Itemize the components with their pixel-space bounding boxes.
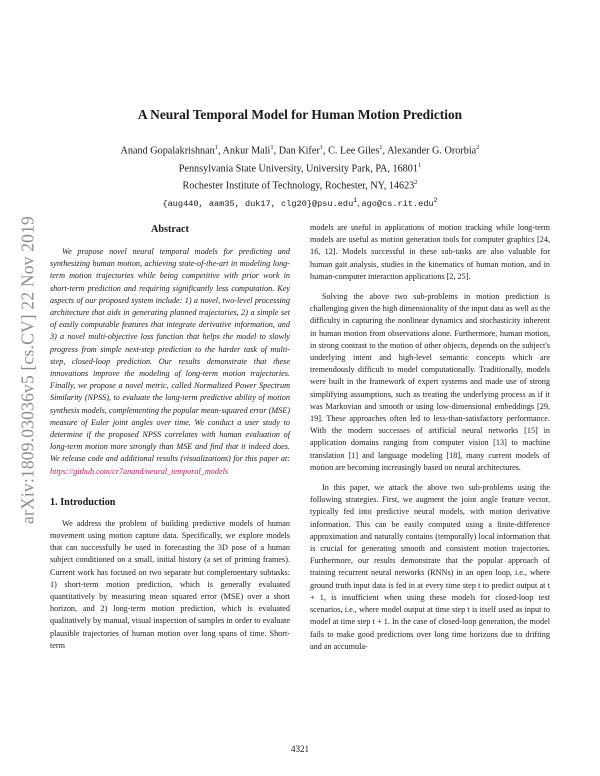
page-number: 4321 — [291, 744, 309, 754]
arxiv-identifier — [8, 170, 48, 570]
intro-paragraph: We address the problem of building predictive models of human movement using motion capture data. Specifically, we explore models that can successfully be used in forecasting the 3D pose of a human subject conditioned on a small, initial history (a set of priming frames). Current work has focused on two separate but complementary subtasks: 1) short-term motion prediction, which is generally evaluated quantitatively by measuring mean squared error (MSE) over a short horizon, and 2) long-term motion prediction, which is evaluated qualitatively by manual, visual inspection of samples in order to evaluate plausible trajectories of human motion over long spans of time. Short-term — [50, 518, 290, 650]
affiliation-mark: 2 — [433, 196, 438, 204]
body-paragraph: Solving the above two sub-problems in motion prediction is challenging given the high dimensionality of the input data as well as the difficulty in capturing the nonlinear dynamics and stochasticity inherent in human motion from observations alone. Furthermore, human motion, in strong contrast to the motion of other objects, depends on the subject's underlying intent and high-level semantic concepts which are tremendously difficult to model computationally. Traditionally, models were built in the framework of expert systems and made use of strong simplifying assumptions, such as treating the underlying process as if it was Markovian and smooth or using low-dimensional embeddings [29, 19]. These approaches often led to less-than-satisfactory performance. With the modern successes of artificial neural networks [15] in application domains ranging from computer vision [13] to machine translation [1] and language modeling [18], many current models of motion are becoming increasingly based on neural architectures. — [310, 292, 550, 472]
abstract-text — [50, 246, 290, 478]
affiliation-mark: 1 — [319, 144, 323, 151]
separator: , — [218, 145, 223, 157]
affiliation-mark: 2 — [414, 179, 418, 187]
abstract-body: We propose novel neural temporal models for predicting and synthesizing human motion, achieving state-of-the-art in modeling long-term motion trajectories while being competitive with prior work in short-term prediction and requiring significantly less computation. Key aspects of our proposed system include: 1) a novel, two-level processing architecture that aids in generating planned trajectories, 2) a simple set of easily computable features that integrate derivative information, and 3) a novel multi-objective loss function that helps the model to slowly progress from simple next-step prediction to the harder task of multi-step, closed-loop prediction. Our results demonstrate that these innovations improve the modeling of long-term motion trajectories. Finally, we propose a novel metric, called Normalized Power Spectrum Similarity (NPSS), to evaluate the long-term predictive ability of motion synthesis models, complementing the popular mean-squared error (MSE) measure of Euler joint angles over time. We conduct a user study to determine if the proposed NPSS correlates with human evaluation of long-term motion more strongly than MSE and find that it indeed does. We release code and additional results (visualizations) for this paper at: — [50, 247, 290, 464]
right-column — [310, 222, 550, 661]
author-name: Anand Gopalakrishnan — [120, 145, 215, 157]
affiliation-line — [0, 159, 600, 177]
email-rit[interactable]: ago@cs.rit.edu — [361, 198, 434, 209]
affiliation-mark: 2 — [476, 144, 480, 151]
separator: , — [382, 145, 388, 157]
body-paragraph: In this paper, we attack the above two sub-problems using the following strategies. First, we augment the joint angle feature vector, typically fed into predictive neural models, with motion derivative information. This can be easily computed using a finite-difference approximation and naturally contains (temporally) local information that is crucial for generating smooth and consistent motion trajectories. Furthermore, our results demonstrate that the popular approach of training recurrent neural networks (RNNs) in an open loop, i.e., where ground truth input data is fed in at every time step t to predict output at t + 1, is insufficient when using these models for closed-loop test scenarios, i.e., where model output at time step t is itself used as input to model at time step t + 1. In the case of closed-loop generation, the model fails to make good predictions over long time horizons due to drifting and an accumula- — [310, 483, 550, 651]
separator: , — [322, 145, 329, 157]
affiliation-mark: 1 — [379, 144, 383, 151]
code-link[interactable]: https://github.com/cr7anand/neural_temporal_models — [50, 466, 229, 476]
body-paragraph: models are useful in applications of motion tracking while long-term models are useful as motion generation tools for computer graphics [24, 16, 12]. Models successful in these sub-tasks are also valuable for human gait analysis, studies in the kinematics of human motion, and in human-computer interaction applications [2, 25]. — [310, 223, 550, 281]
abstract-heading: Abstract — [151, 224, 189, 235]
author-name: Dan Kifer — [278, 145, 320, 157]
email-psu[interactable]: {aug440, aam35, duk17, clg20}@psu.edu — [162, 198, 354, 209]
affiliation-text: Pennsylvania State University, University Park, PA, 16801 — [178, 162, 418, 174]
separator: , — [357, 197, 362, 208]
email-line — [0, 194, 600, 211]
affiliation-text: Rochester Institute of Technology, Rochester, NY, 14623 — [182, 180, 415, 192]
affiliation-mark: 1 — [417, 161, 422, 169]
author-block — [0, 141, 600, 211]
affiliation-mark: 1 — [270, 144, 274, 151]
author-name: Alexander G. Ororbia — [387, 145, 477, 157]
author-names — [0, 141, 600, 159]
affiliation-mark: 1 — [353, 196, 358, 204]
affiliation-mark: 1 — [214, 144, 219, 151]
separator: , — [273, 145, 279, 157]
paper-title: A Neural Temporal Model for Human Motion Prediction — [137, 107, 463, 122]
affiliation-line — [0, 176, 600, 194]
arxiv-id-text: arXiv:1809.03036v5 [cs.CV] 22 Nov 2019 — [17, 216, 38, 524]
author-name: C. Lee Giles — [328, 145, 380, 157]
section-heading-introduction: 1. Introduction — [50, 496, 116, 508]
left-column — [50, 224, 290, 660]
author-name: Ankur Mali — [222, 145, 271, 157]
